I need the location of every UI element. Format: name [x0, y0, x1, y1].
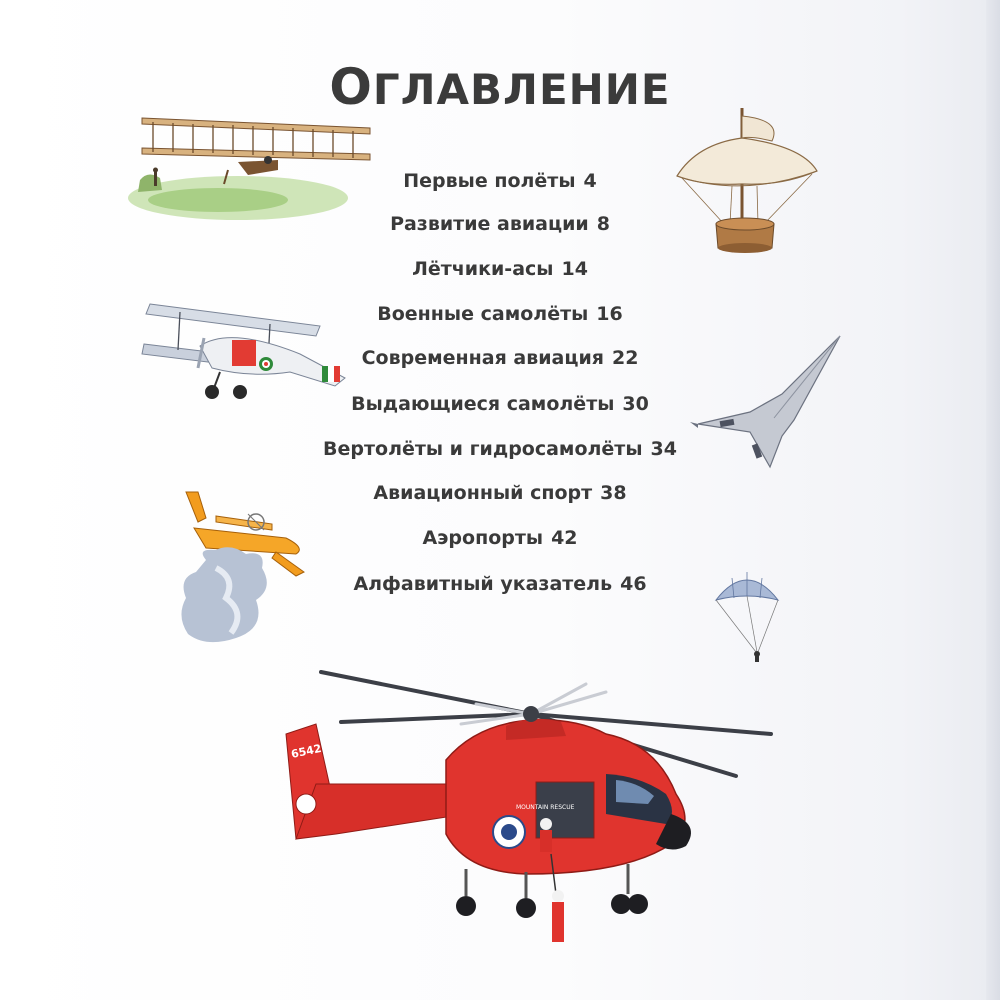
toc-item[interactable] — [0, 523, 1000, 553]
vintage-biplane-icon — [140, 296, 350, 404]
toc-label: Авиационный спорт — [373, 482, 593, 504]
supersonic-jet-icon — [690, 332, 850, 482]
da-vinci-screw-helicopter-icon — [672, 106, 822, 258]
toc-item[interactable] — [0, 569, 1000, 599]
page-title: ОГЛАВЛЕНИЕ — [329, 58, 671, 116]
toc-label: Алфавитный указатель — [353, 573, 613, 595]
toc-label: Выдающиеся самолёты — [351, 393, 615, 415]
door-label: MOUNTAIN RESCUE — [516, 804, 575, 811]
toc-label: Аэропорты — [422, 527, 544, 549]
toc-page-number: 16 — [596, 303, 623, 325]
toc-item[interactable] — [0, 478, 1000, 508]
toc-page-number: 14 — [561, 258, 588, 280]
toc-label: Военные самолёты — [377, 303, 589, 325]
toc-page-number: 4 — [583, 170, 597, 192]
toc-label: Развитие авиации — [390, 213, 589, 235]
toc-page-number: 30 — [622, 393, 649, 415]
toc-page-number: 22 — [611, 347, 639, 369]
toc-page-number: 34 — [650, 438, 677, 460]
toc-page-number: 8 — [596, 213, 610, 235]
firefighting-seaplane-icon — [176, 488, 316, 648]
toc-page-number: 46 — [620, 573, 647, 595]
tail-number: 6542 — [289, 741, 323, 761]
toc-label: Современная авиация — [361, 347, 604, 369]
toc-label: Лётчики-асы — [412, 258, 554, 280]
toc-page-number: 42 — [551, 527, 578, 549]
wright-flyer-biplane-icon — [128, 100, 378, 225]
toc-item[interactable] — [0, 254, 1000, 284]
toc-label: Вертолёты и гидросамолёты — [323, 438, 643, 460]
toc-item[interactable] — [0, 434, 1000, 464]
rescue-helicopter-icon — [276, 664, 776, 960]
toc-page-number: 38 — [600, 482, 627, 504]
toc-label: Первые полёты — [403, 170, 576, 192]
parachute-icon — [712, 566, 782, 664]
